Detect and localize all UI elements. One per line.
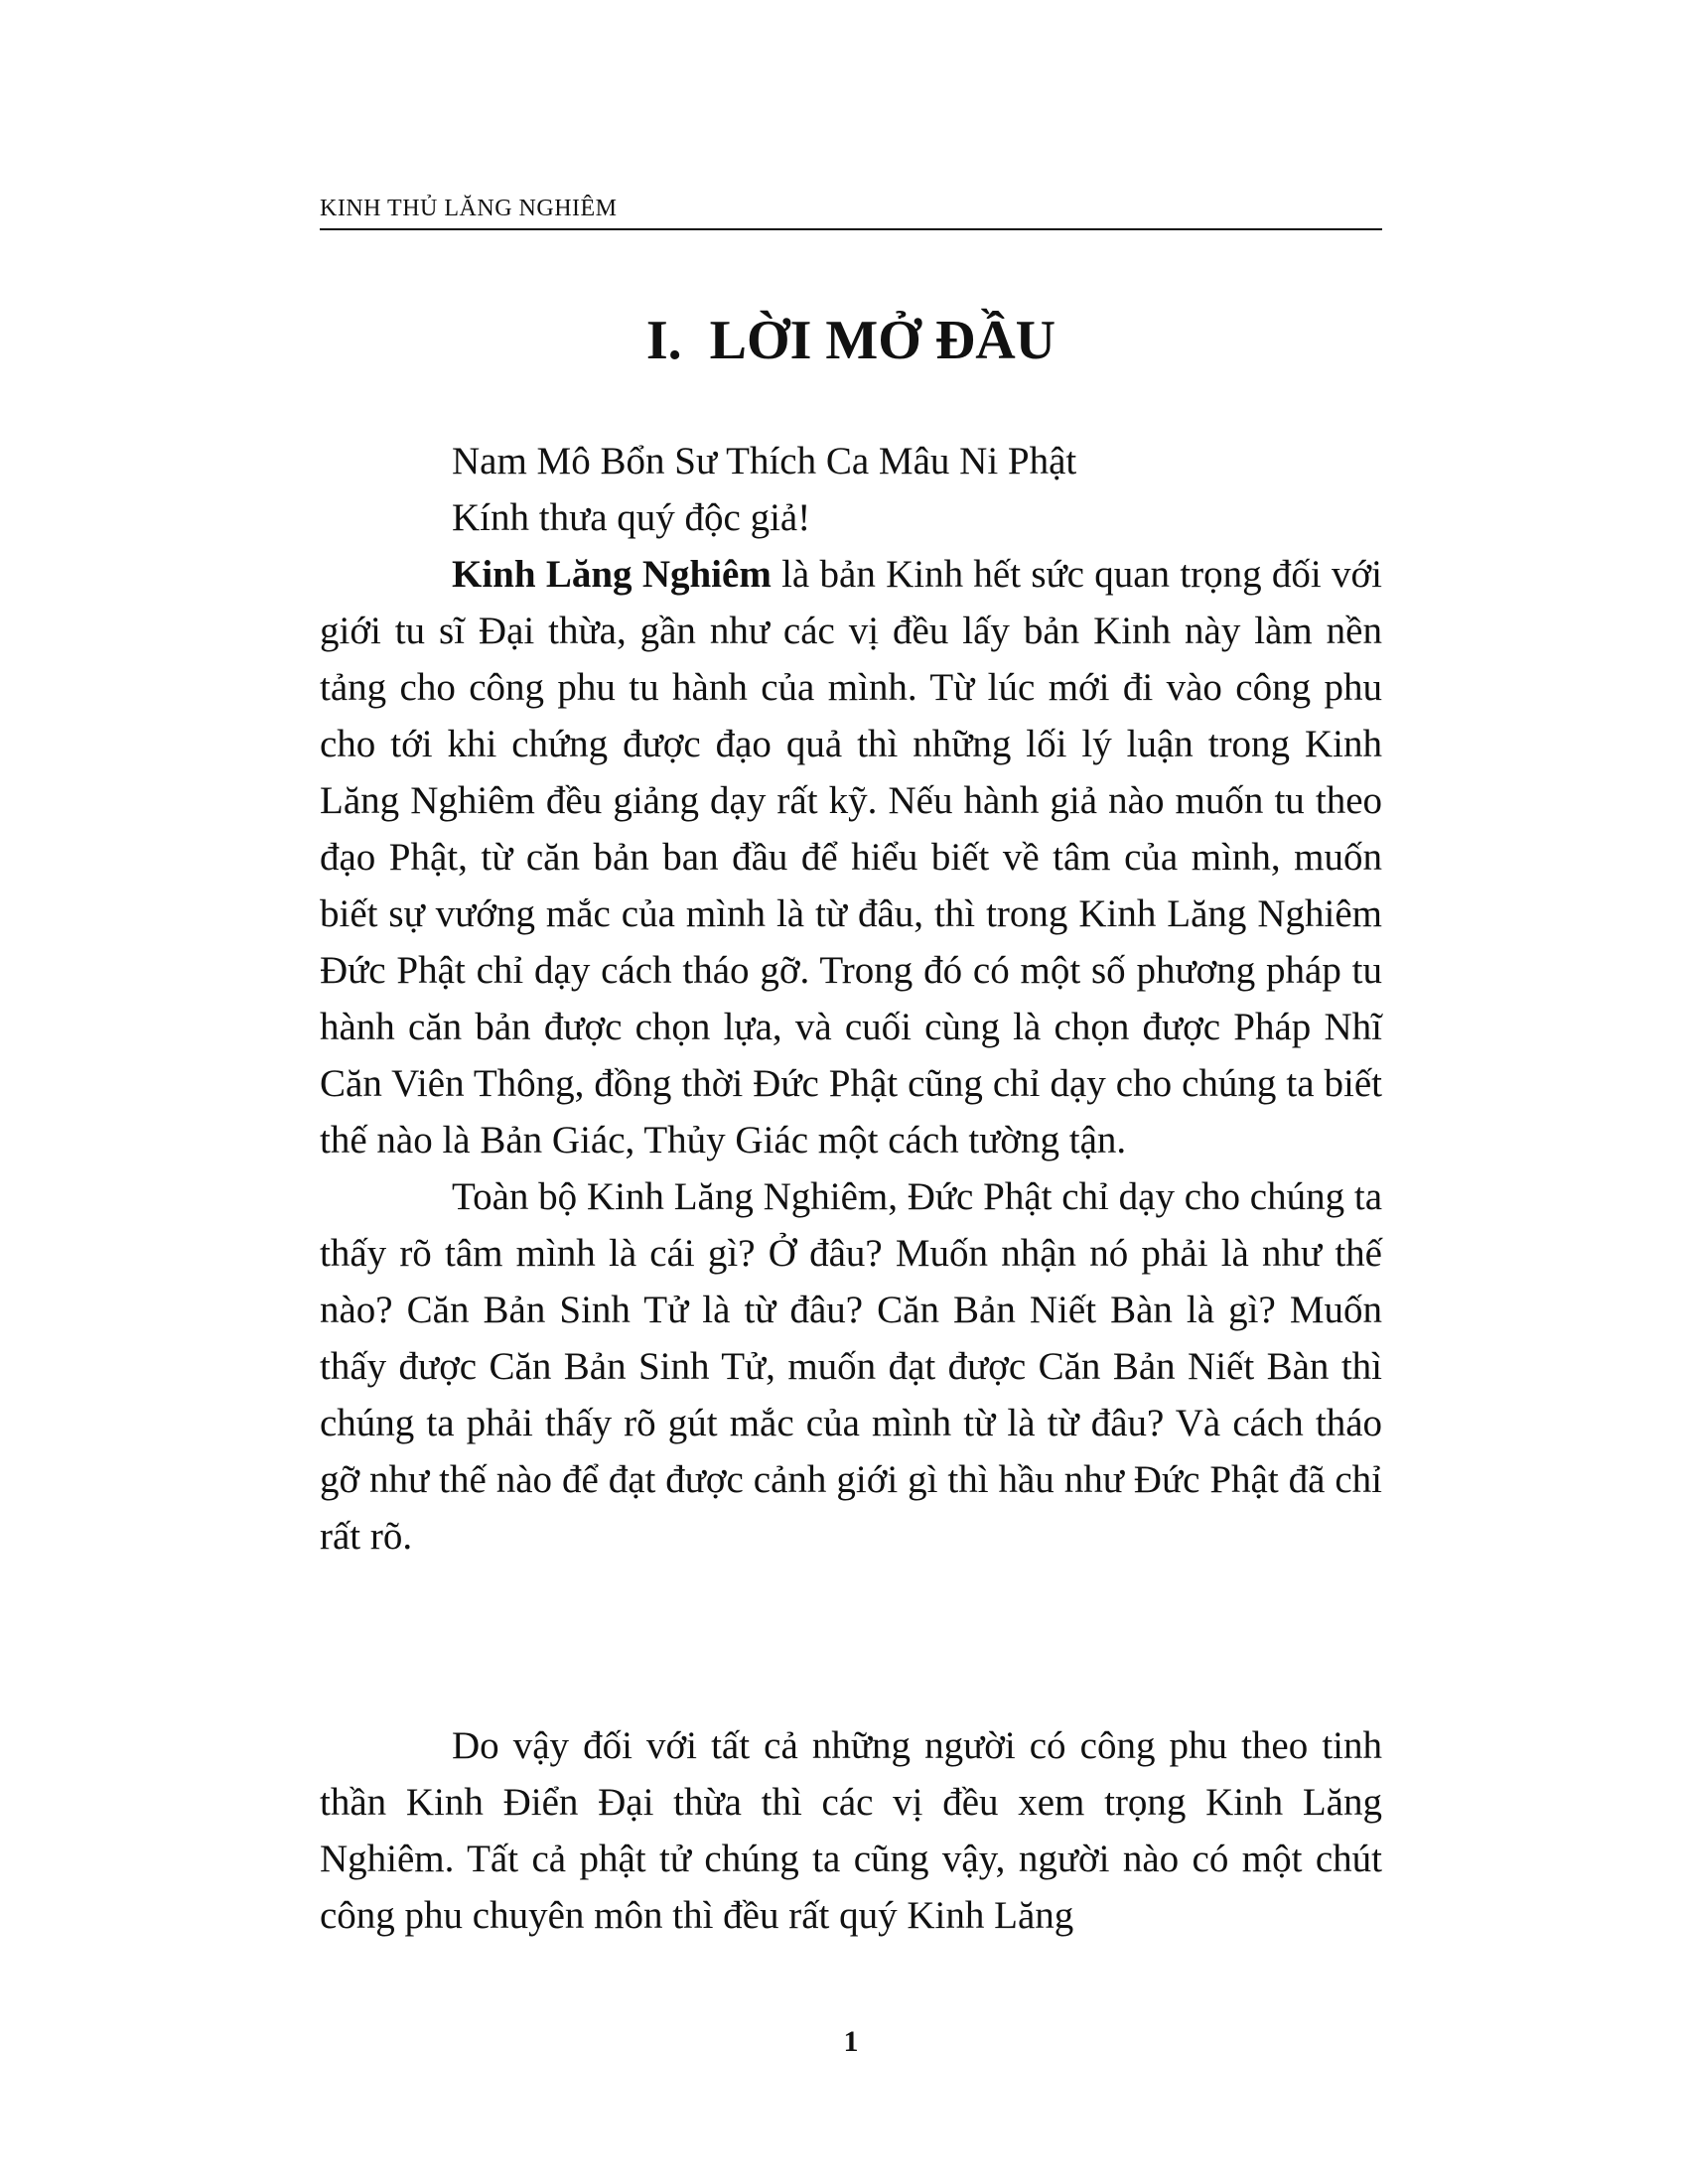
- running-title: KINH THỦ LĂNG NGHIÊM: [320, 196, 618, 221]
- body-text-block-one: [320, 433, 1382, 1565]
- paragraph-2: Toàn bộ Kinh Lăng Nghiêm, Đức Phật chỉ dạy cho chúng ta thấy rõ tâm mình là cái gì? Ở đâu? Muốn nhận nó phải là như thế nào? Căn Bản Sinh Tử là từ đâu? Căn Bản Niết Bàn là gì? Muốn thấy được Căn Bản Sinh Tử, muốn đạt được Căn Bản Niết Bàn thì chúng ta phải thấy rõ gút mắc của mình từ là từ đâu? Và cách tháo gỡ như thế nào để đạt được cảnh giới gì thì hầu như Đức Phật đã chỉ rất rõ.: [320, 1175, 1382, 1558]
- paragraph-3: Do vậy đối với tất cả những người có công phu theo tinh thần Kinh Điển Đại thừa thì các vị đều xem trọng Kinh Lăng Nghiêm. Tất cả phật tử chúng ta cũng vậy, người nào có một chút công phu chuyên môn thì đều rất quý Kinh Lăng: [320, 1724, 1382, 1937]
- paragraph-1-text: là bản Kinh hết sức quan trọng đối với giới tu sĩ Đại thừa, gần như các vị đều lấy bản Kinh này làm nền tảng cho công phu tu hành của mình. Từ lúc mới đi vào công phu cho tới khi chứng được đạo quả thì những lối lý luận trong Kinh Lăng Nghiêm đều giảng dạy rất kỹ. Nếu hành giả nào muốn tu theo đạo Phật, từ căn bản ban đầu để hiểu biết về tâm của mình, muốn biết sự vướng mắc của mình là từ đâu, thì trong Kinh Lăng Nghiêm Đức Phật chỉ dạy cách tháo gỡ. Trong đó có một số phương pháp tu hành căn bản được chọn lựa, và cuối cùng là chọn được Pháp Nhĩ Căn Viên Thông, đồng thời Đức Phật cũng chỉ dạy cho chúng ta biết thế nào là Bản Giác, Thủy Giác một cách tường tận.: [320, 553, 1382, 1161]
- invocation-line: Nam Mô Bổn Sư Thích Ca Mâu Ni Phật: [452, 440, 1077, 482]
- greeting-line: Kính thưa quý độc giả!: [452, 496, 811, 539]
- page-number: 1: [843, 2025, 859, 2058]
- paragraph-1: [320, 546, 1382, 1168]
- body-text-block-two: [320, 1717, 1382, 1944]
- running-header: [320, 197, 1382, 230]
- chapter-title: I. LỜI MỞ ĐẦU: [645, 310, 1056, 371]
- book-title-bold: Kinh Lăng Nghiêm: [452, 553, 772, 596]
